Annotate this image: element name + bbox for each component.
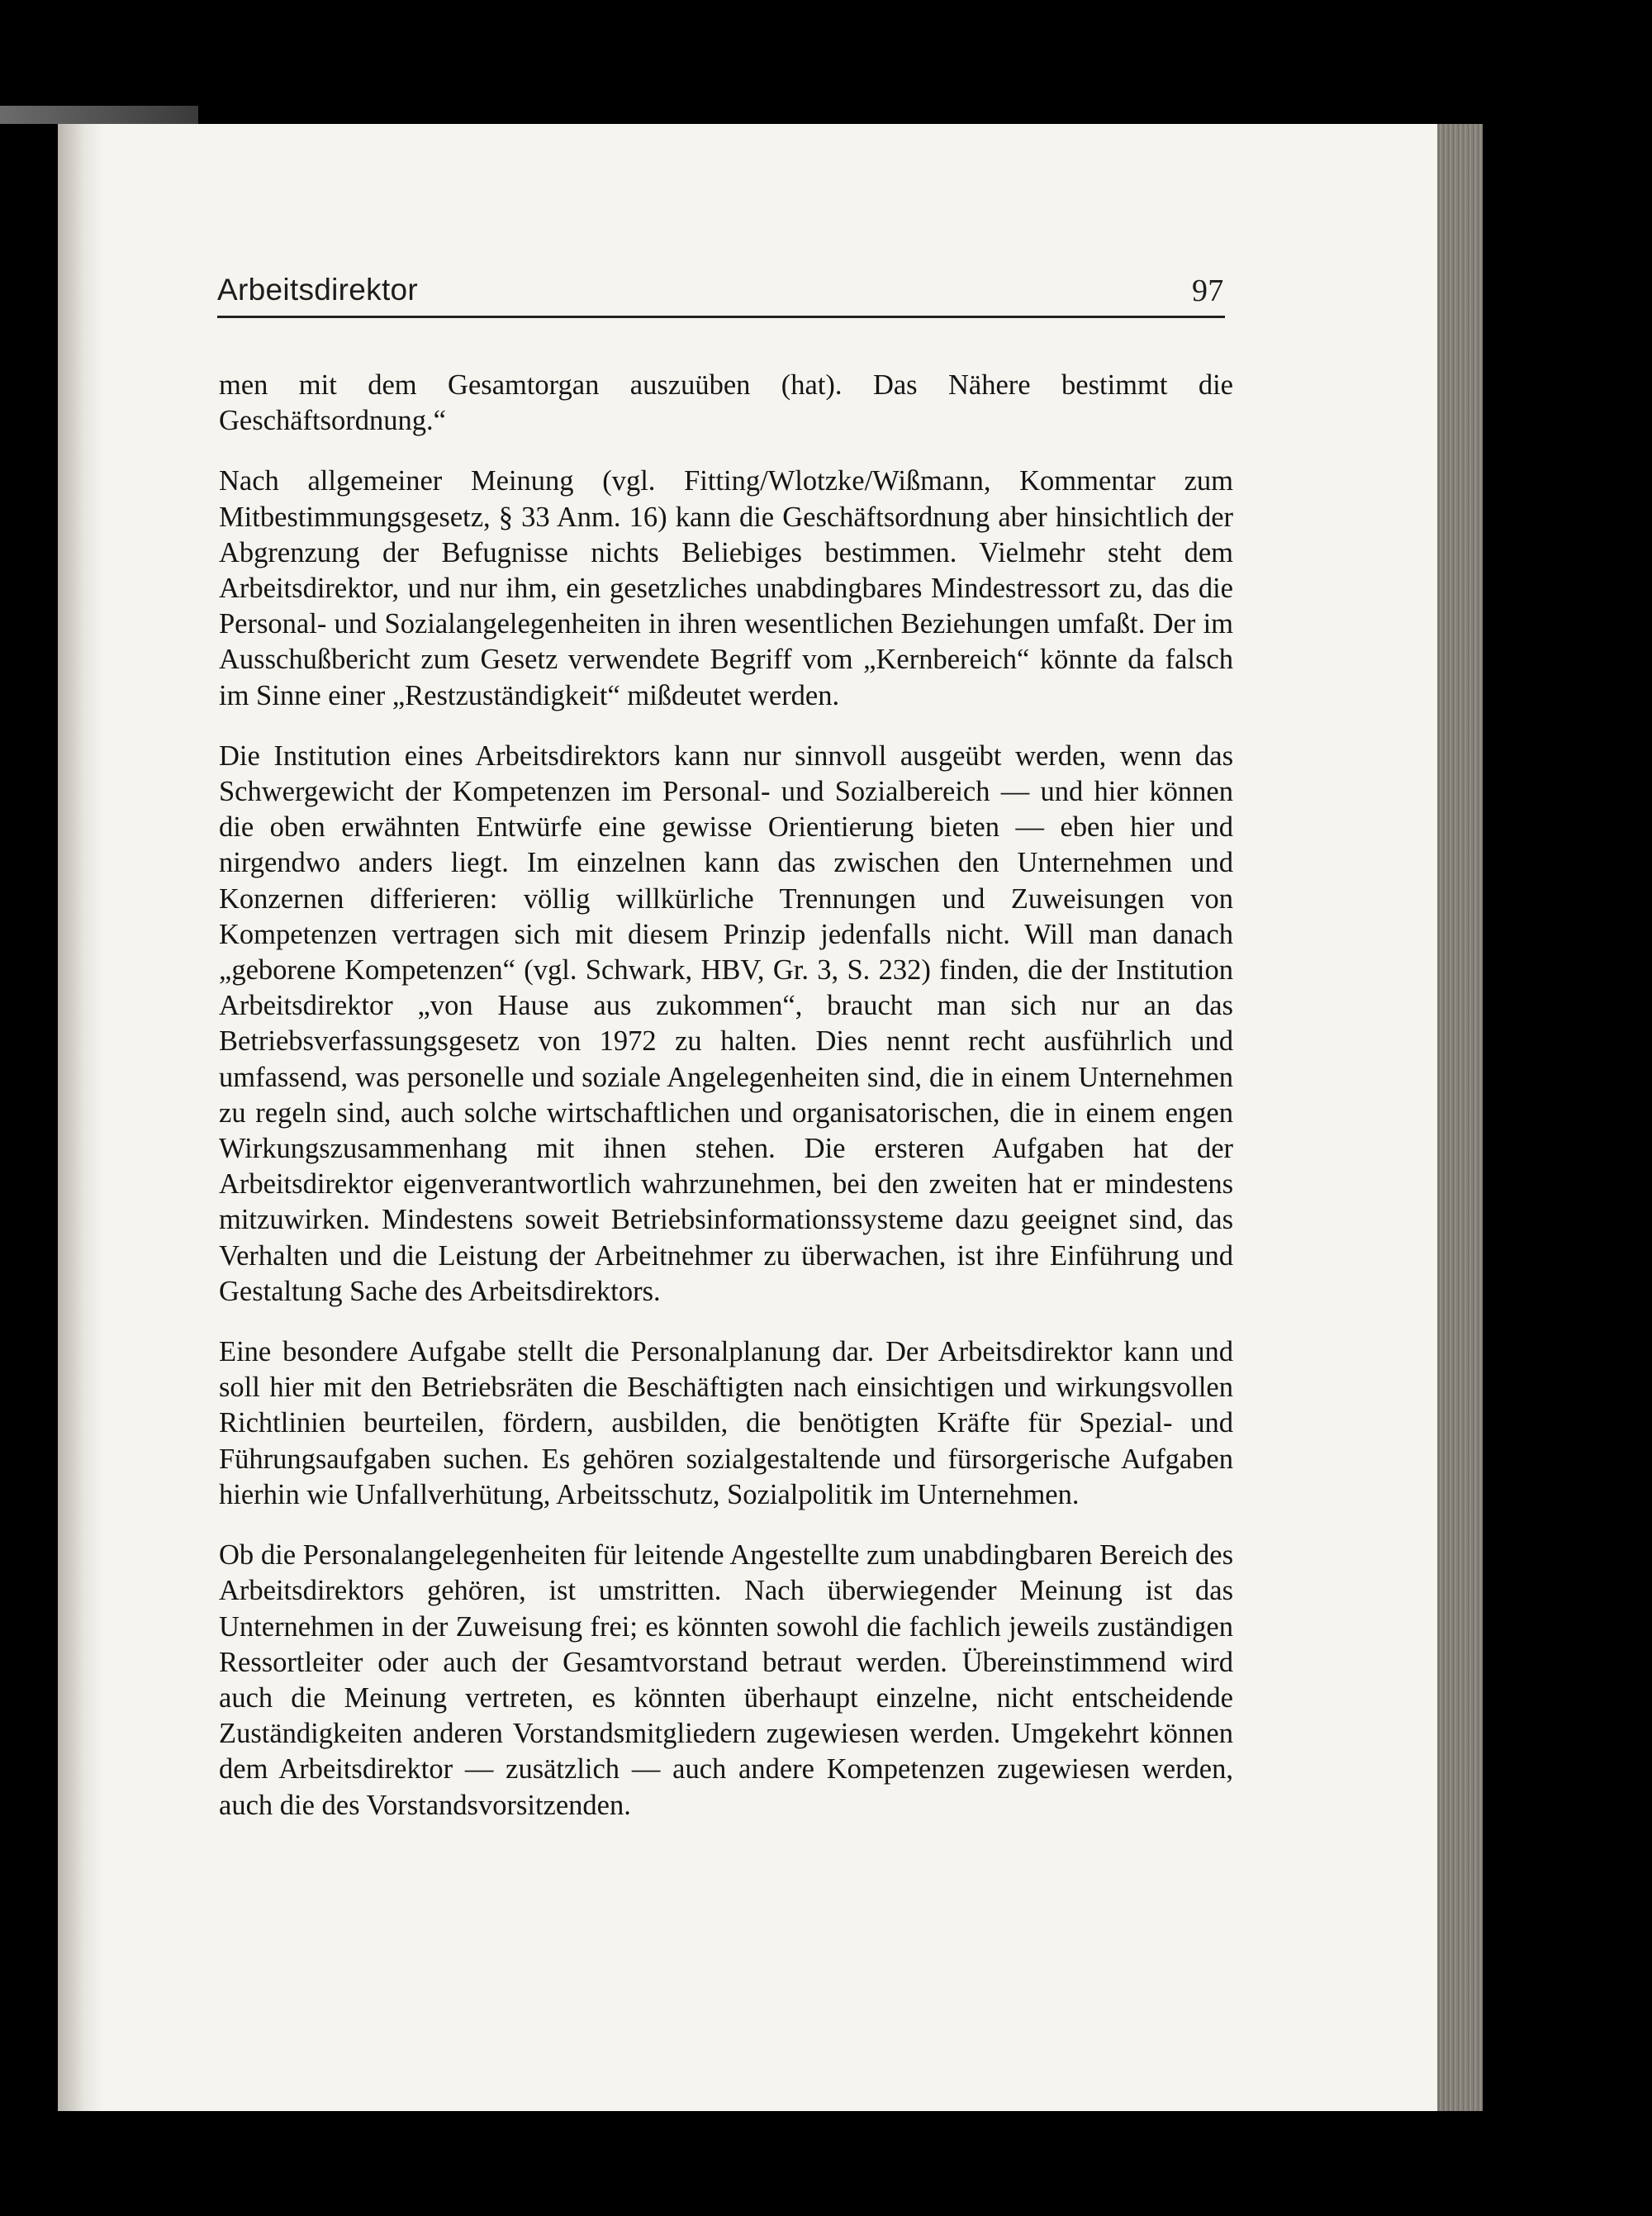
paragraph: Ob die Personalangelegenheiten für leitende Angestellte zum unabdingbaren Bereich des Arbeitsdirektors gehören, ist umstritten. Nach überwiegender Meinung ist das Unternehmen in der Zuweisung frei; es könnten sowohl die fachlich jeweils zuständigen Ressortleiter oder auch der Gesamtvorstand betraut werden. Übereinstimmend wird auch die Meinung vertreten, es könnten überhaupt einzelne, nicht entscheidende Zuständigkeiten anderen Vorstandsmitgliedern zugewiesen werden. Umgekehrt können dem Arbeitsdirektor — zusätzlich — auch andere Kompetenzen zugewiesen werden, auch die des Vorstandsvorsitzenden. bbox=[219, 1539, 1233, 1821]
paragraph: Eine besondere Aufgabe stellt die Personalplanung dar. Der Arbeitsdirektor kann und soll hier mit den Betriebsräten die Beschäftigten nach einsichtigen und wirkungsvollen Richtlinien beurteilen, fördern, ausbilden, die benötigten Kräfte für Spezial- und Führungsaufgaben suchen. Es gehören sozialgestaltende und fürsorgerische Aufgaben hierhin wie Unfallverhütung, Arbeitsschutz, Sozialpolitik im Unternehmen. bbox=[219, 1336, 1233, 1510]
body-text bbox=[219, 368, 1233, 1848]
paragraph: Die Institution eines Arbeitsdirektors kann nur sinnvoll ausgeübt werden, wenn das Schwergewicht der Kompetenzen im Personal- und Sozialbereich — und hier können die oben erwähnten Entwürfe eine gewisse Orientierung bieten — eben hier und nirgendwo anders liegt. Im einzelnen kann das zwischen den Unternehmen und Konzernen differieren: völlig willkürliche Trennungen und Zuweisungen von Kompetenzen vertragen sich mit diesem Prinzip jedenfalls nicht. Will man danach „geborene Kompetenzen“ (vgl. Schwark, HBV, Gr. 3, S. 232) finden, die der Institution Arbeitsdirektor „von Hause aus zukommen“, braucht man sich nur an das Betriebsverfassungsgesetz von 1972 zu halten. Dies nennt recht ausführlich und umfassend, was personelle und soziale Angelegenheiten sind, die in einem Unternehmen zu regeln sind, auch solche wirtschaftlichen und organisatorischen, die in einem engen Wirkungszusammenhang mit ihnen stehen. Die ersteren Aufgaben hat der Arbeitsdirektor eigenverantwortlich wahrzunehmen, bei den zweiten hat er mindestens mitzuwirken. Mindestens soweit Betriebsinformationssysteme dazu geeignet sind, das Verhalten und die Leistung der Arbeitnehmer zu überwachen, ist ihre Einführung und Gestaltung Sache des Arbeitsdirektors. bbox=[219, 739, 1233, 1307]
page-stack-edge bbox=[1437, 124, 1483, 2111]
page-number: 97 bbox=[1192, 273, 1224, 308]
paragraph: men mit dem Gesamtorgan auszuüben (hat). Das Nähere bestimmt die Geschäftsordnung.“ bbox=[219, 369, 1233, 437]
page-gutter-shadow bbox=[58, 124, 103, 2111]
book-spine-edge bbox=[0, 106, 198, 124]
header-rule bbox=[217, 316, 1225, 318]
paragraph: Nach allgemeiner Meinung (vgl. Fitting/Wlotzke/Wißmann, Kommentar zum Mitbestimmungsgesetz, § 33 Anm. 16) kann die Geschäftsordnung aber hinsichtlich der Abgrenzung der Befugnisse nichts Beliebiges bestimmen. Vielmehr steht dem Arbeitsdirektor, und nur ihm, ein gesetzliches unabdingbares Mindestressort zu, das die Personal- und Sozialangelegenheiten in ihren wesentlichen Beziehungen umfaßt. Der im Ausschußbericht zum Gesetz verwendete Begriff vom „Kernbereich“ könnte da falsch im Sinne einer „Restzuständigkeit“ mißdeutet werden. bbox=[219, 465, 1233, 711]
running-head: Arbeitsdirektor bbox=[217, 273, 419, 307]
